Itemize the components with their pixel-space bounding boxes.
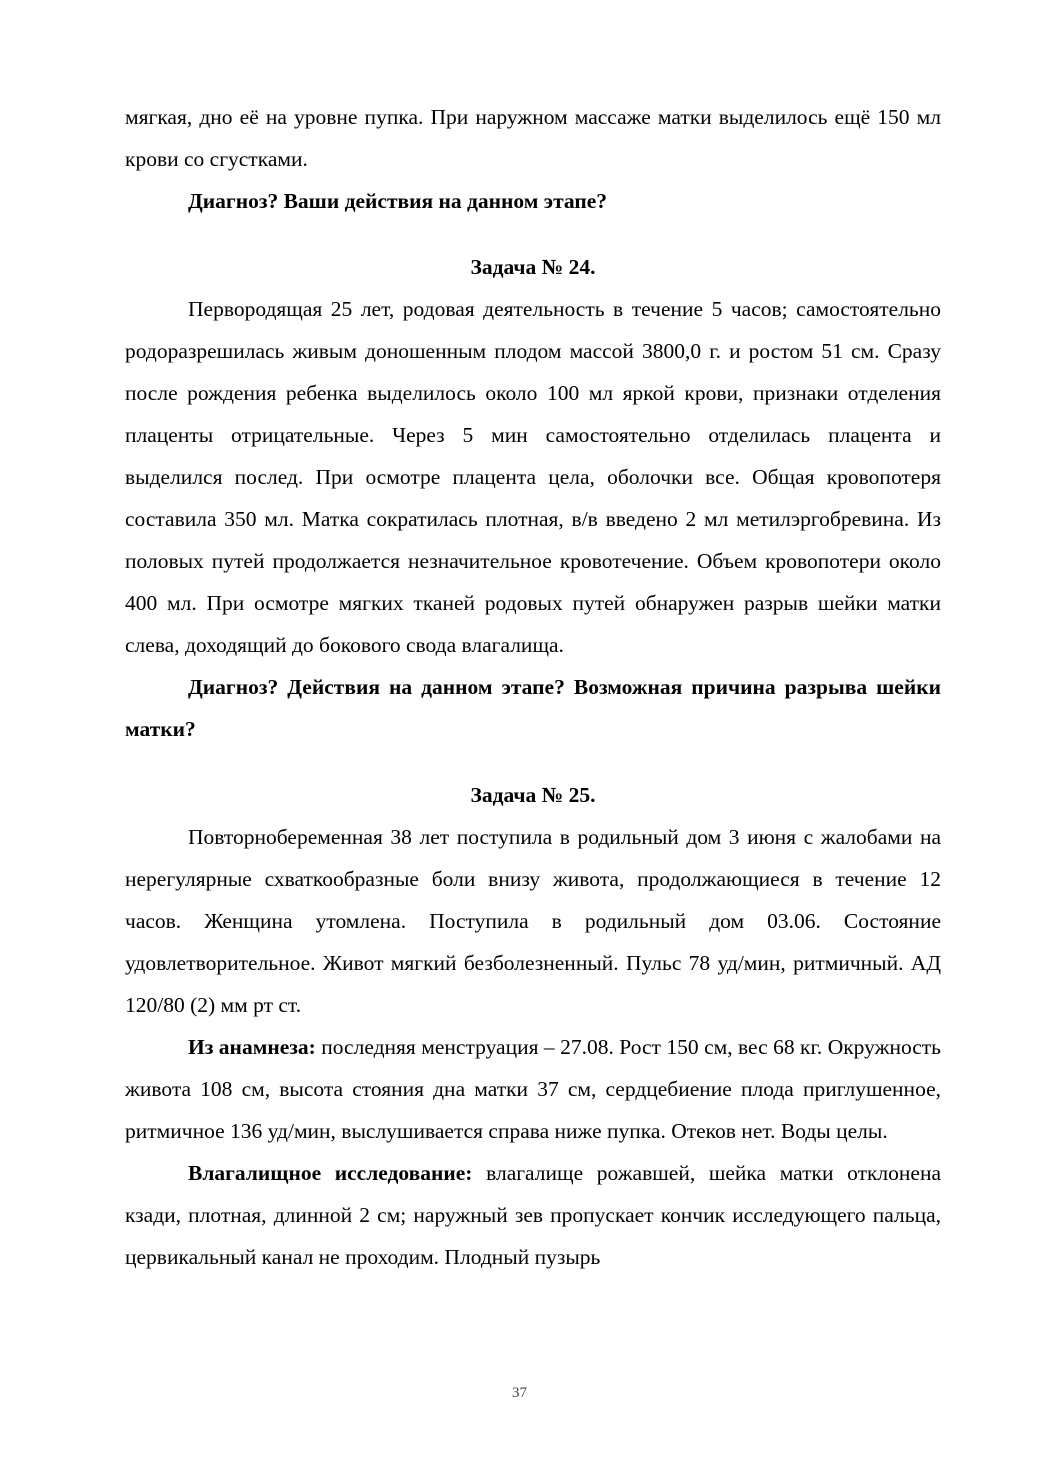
task-25-anamnesis — [125, 1026, 941, 1152]
anamnesis-text: последняя менструация – 27.08. Рост 150 см, вес 68 кг. Окружность живота 108 см, высота стояния дна матки 37 см, сердцебиение плода приглушенное, ритмичное 136 уд/мин, выслушивается справа ниже пупка. Отеков нет. Воды целы. — [125, 1035, 941, 1143]
task-24-text: Первородящая 25 лет, родовая деятельность в течение 5 часов; самостоятельно родоразрешилась живым доношенным плодом массой 3800,0 г. и ростом 51 см. Сразу после рождения ребенка выделилось около 100 мл яркой крови, признаки отделения плаценты отрицательные. Через 5 мин самостоятельно отделилась плацента и выделился послед. При осмотре плацента цела, оболочки все. Общая кровопотеря составила 350 мл. Матка сократилась плотная, в/в введено 2 мл метилэргобревина. Из половых путей продолжается незначительное кровотечение. Объем кровопотери около 400 мл. При осмотре мягких тканей родовых путей обнаружен разрыв шейки матки слева, доходящий до бокового свода влагалища. — [125, 297, 941, 657]
vaginal-exam-label: Влагалищное исследование: — [188, 1161, 473, 1185]
task-24-question: Диагноз? Действия на данном этапе? Возможная причина разрыва шейки матки? — [125, 675, 941, 741]
task-25-vaginal-exam — [125, 1152, 941, 1278]
task-25-text: Повторнобеременная 38 лет поступила в родильный дом 3 июня с жалобами на нерегулярные схваткообразные боли внизу живота, продолжающиеся в течение 12 часов. Женщина утомлена. Поступила в родильный дом 03.06. Состояние удовлетворительное. Живот мягкий безболезненный. Пульс 78 уд/мин, ритмичный. АД 120/80 (2) мм рт ст. — [125, 825, 941, 1017]
continuation-paragraph: мягкая, дно её на уровне пупка. При наружном массаже матки выделилось ещё 150 мл крови со сгустками. — [125, 105, 941, 171]
task-25-title: Задача № 25. — [470, 783, 596, 807]
anamnesis-label: Из анамнеза: — [188, 1035, 316, 1059]
document-page — [125, 96, 941, 1278]
page-number: 37 — [512, 1385, 527, 1401]
task-24-title: Задача № 24. — [470, 255, 596, 279]
continuation-question: Диагноз? Ваши действия на данном этапе? — [188, 189, 608, 213]
vaginal-exam-text: влагалище рожавшей, шейка матки отклонена кзади, плотная, длинной 2 см; наружный зев пропускает кончик исследующего пальца, цервикальный канал не проходим. Плодный пузырь — [125, 1161, 941, 1269]
